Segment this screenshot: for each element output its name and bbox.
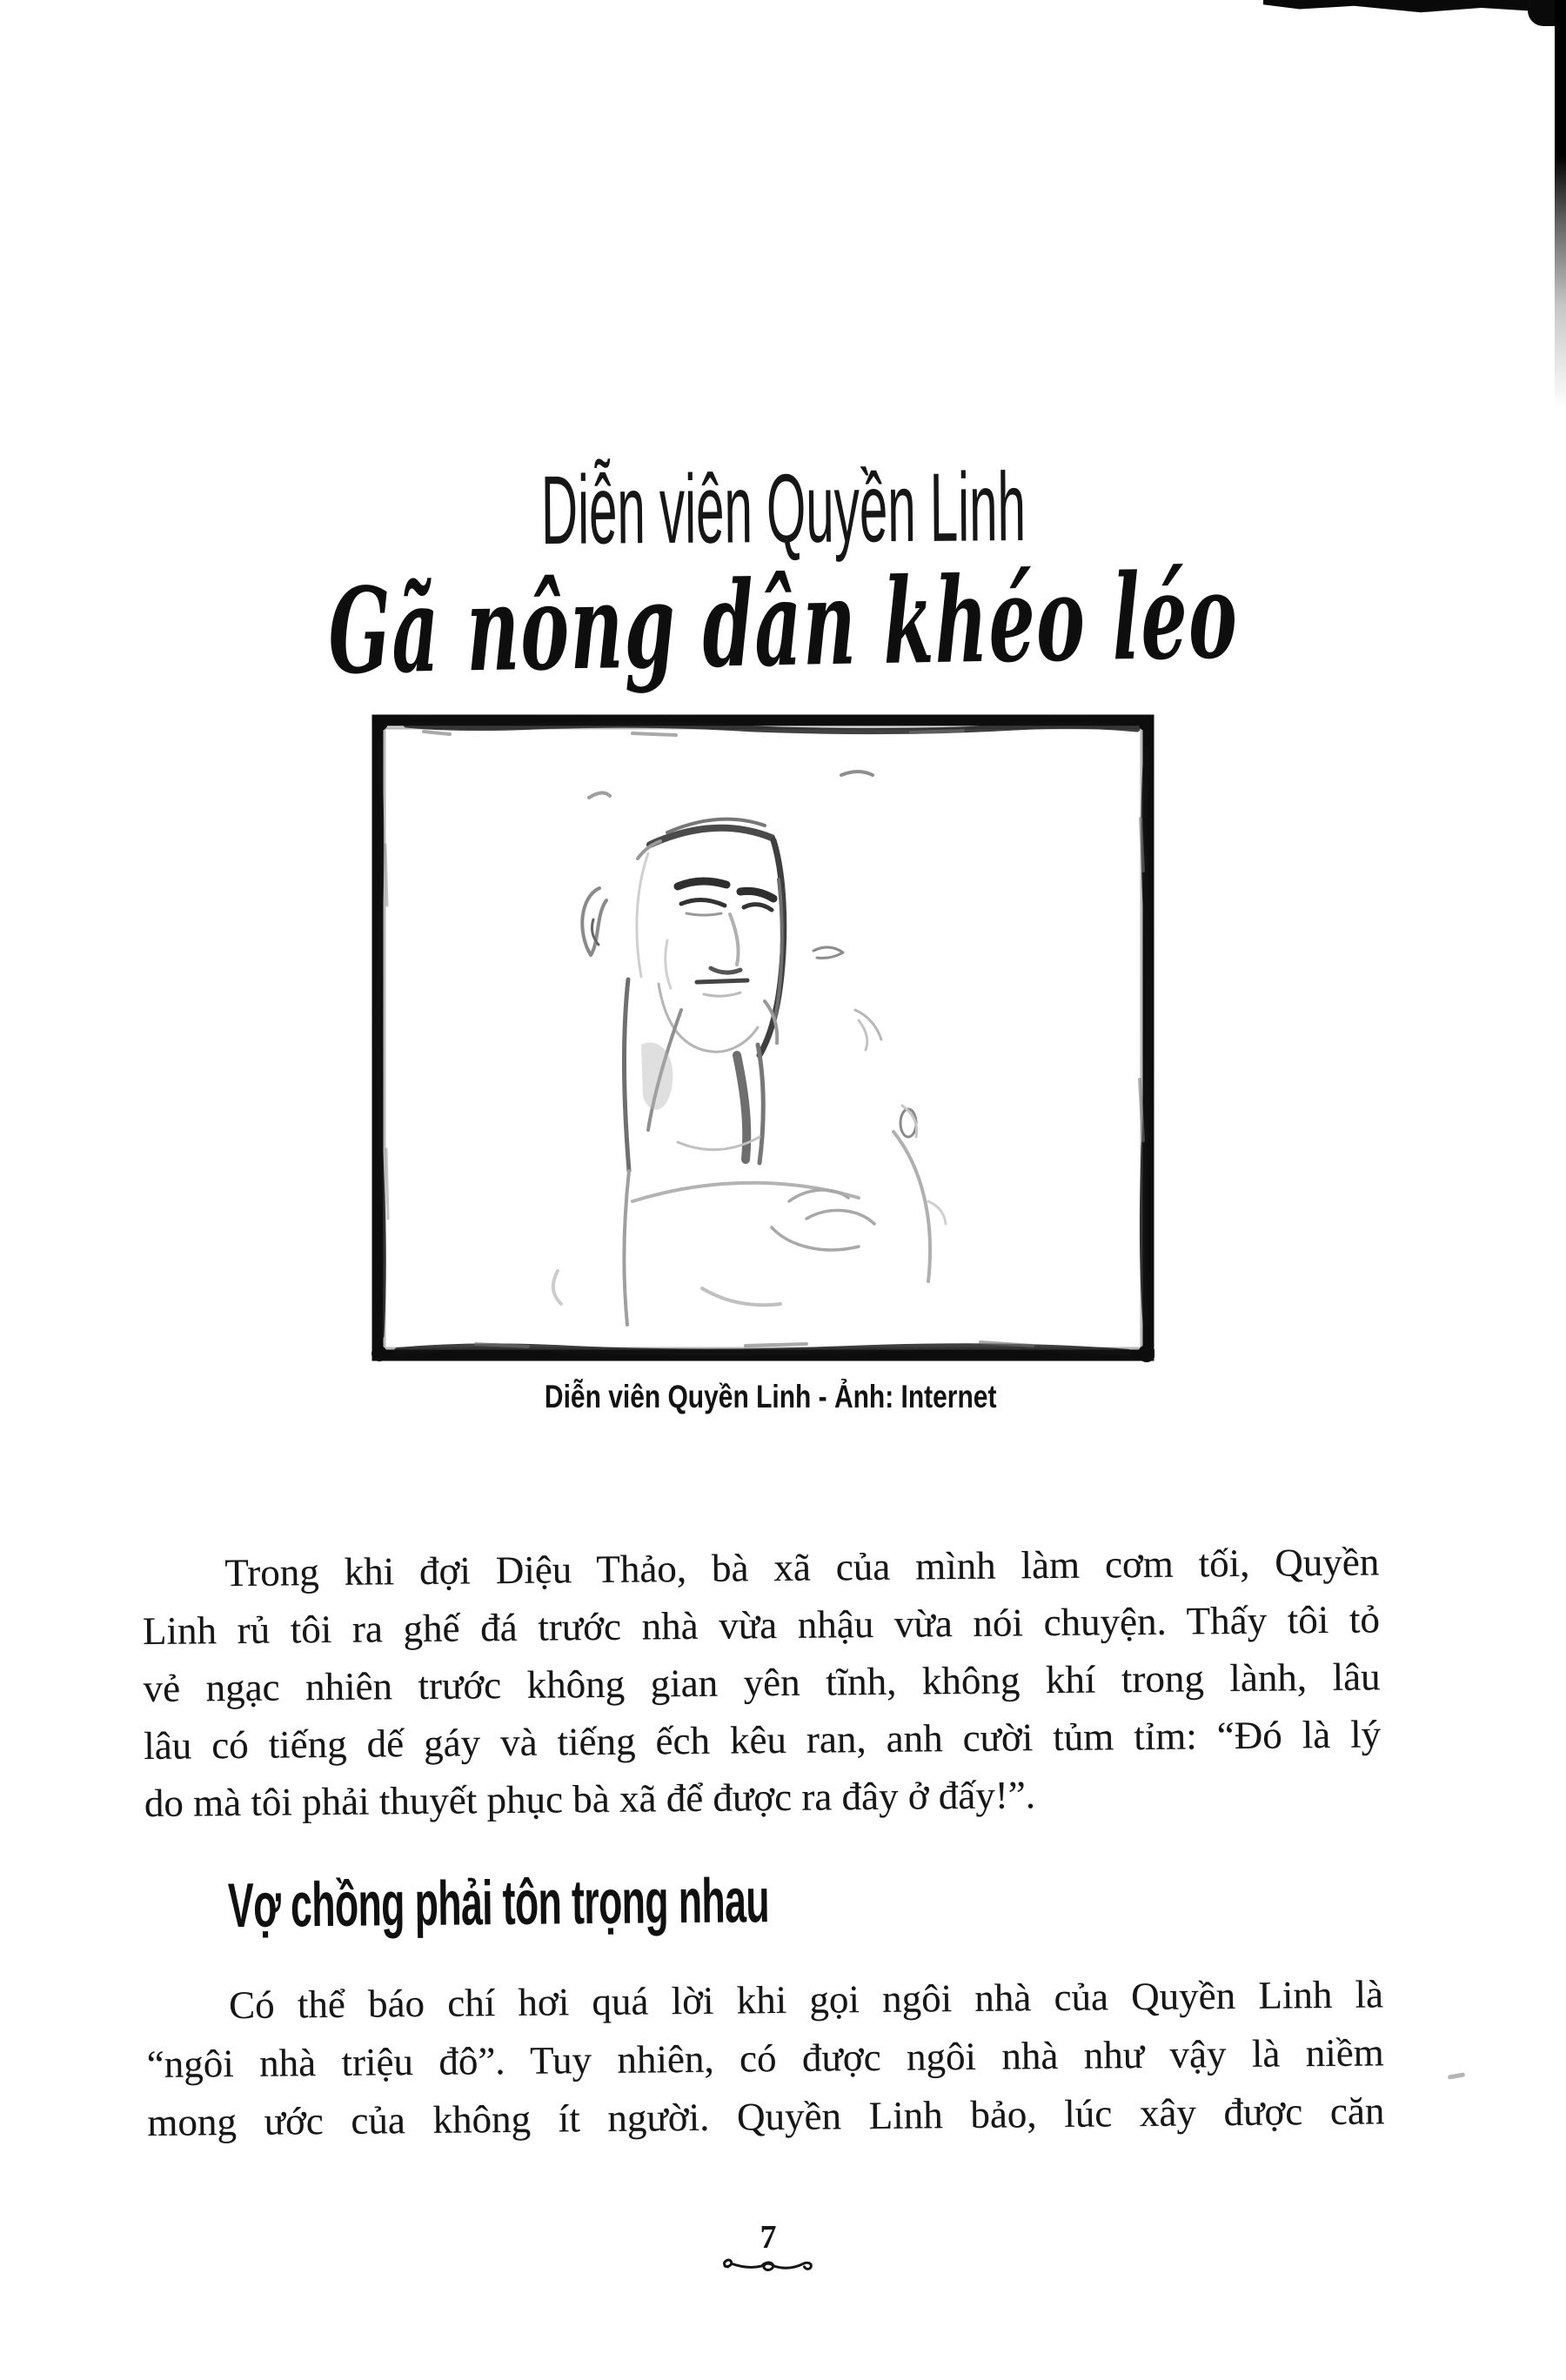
- text-line: mong ước của không ít người. Quyền Linh bảo, lúc xây được căn: [147, 2089, 1385, 2144]
- figure-caption: [0, 1378, 1542, 1416]
- text-line: lâu có tiếng dế gáy và tiếng ếch kêu ran, anh cười tủm tỉm: “Đó là lý: [143, 1712, 1382, 1768]
- page-number: 7: [760, 2219, 777, 2256]
- article-kicker-text: Diễn viên Quyền Linh: [540, 452, 1026, 565]
- paragraph-2: [146, 1965, 1385, 2152]
- article-script-title: [0, 545, 1566, 701]
- paragraph-1: [142, 1533, 1382, 1832]
- text-line: Trong khi đợi Diệu Thảo, bà xã của mình làm cơm tối, Quyền: [224, 1540, 1380, 1595]
- section-heading: Vợ chồng phải tôn trọng nhau: [227, 1866, 770, 1942]
- scan-artifact-top: [1263, 0, 1566, 13]
- portrait-figure: [371, 714, 1154, 1363]
- article-kicker: [0, 452, 1566, 565]
- frame-border: [371, 715, 1154, 1362]
- text-line: vẻ ngạc nhiên trước không gian yên tĩnh, không khí trong lành, lâu: [143, 1655, 1381, 1710]
- text-line: Linh rủ tôi ra ghế đá trước nhà vừa nhậu vừa nói chuyện. Thấy tôi tỏ: [142, 1597, 1381, 1653]
- portrait-sketch-image: [371, 714, 1154, 1363]
- text-line: Có thể báo chí hơi quá lời khi gọi ngôi nhà của Quyền Linh là: [228, 1972, 1384, 2028]
- flourish-ornament: [719, 2255, 818, 2276]
- scan-artifact-right: [1555, 0, 1566, 409]
- article-script-title-text: Gã nông dân khéo léo: [326, 545, 1240, 701]
- text-line: “ngôi nhà triệu đô”. Tuy nhiên, có được ngôi nhà như vậy là niềm: [146, 2030, 1384, 2086]
- scan-speck: [1448, 2072, 1466, 2079]
- text-line: do mà tôi phải thuyết phục bà xã để được ra đây ở đấy!”.: [144, 1773, 1036, 1825]
- figure-caption-text: Diễn viên Quyền Linh - Ảnh: Internet: [545, 1379, 997, 1414]
- sketch-lines: [553, 772, 946, 1325]
- article-body: [142, 1533, 1385, 2206]
